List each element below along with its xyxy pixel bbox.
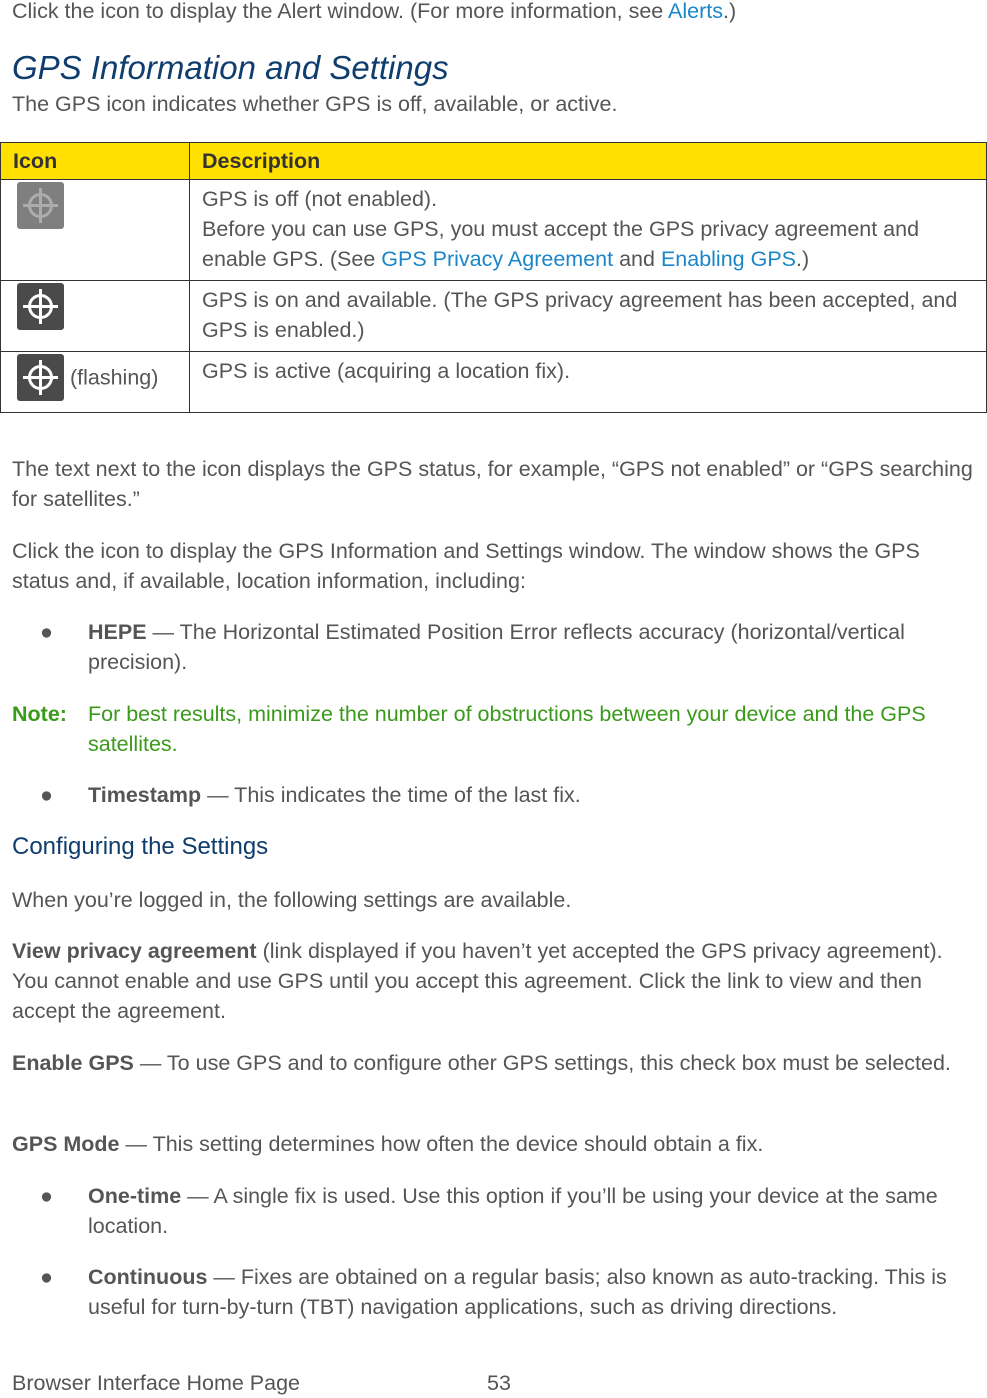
description-cell: GPS is off (not enabled). Before you can use GPS, you must accept the GPS privacy agreement and enable GPS. (See GPS Privacy Agreement and Enabling GPS.) xyxy=(190,180,987,281)
icon-cell xyxy=(1,180,190,281)
gps-active-icon xyxy=(17,354,64,401)
table-header-row xyxy=(1,143,987,180)
table-row xyxy=(1,281,987,352)
alert-instruction: Click the icon to display the Alert window. (For more information, see Alerts.) xyxy=(12,0,737,23)
list-item: ● Continuous — Fixes are obtained on a regular basis; also known as auto-tracking. This is useful for turn-by-turn (TBT) navigation applications, such as driving directions. xyxy=(12,1262,982,1322)
gps-icon-table xyxy=(0,142,987,413)
bullet-dot: ● xyxy=(40,620,53,644)
table-row xyxy=(1,352,987,413)
enabling-gps-link[interactable]: Enabling GPS xyxy=(660,247,796,271)
gps-mode-paragraph: GPS Mode — This setting determines how often the device should obtain a fix. xyxy=(12,1132,764,1156)
list-item: ● HEPE — The Horizontal Estimated Position Error reflects accuracy (horizontal/vertical precision). xyxy=(12,617,982,677)
status-paragraph: The text next to the icon displays the GPS status, for example, “GPS not enabled” or “GPS searching for satellites.” xyxy=(12,457,973,511)
intro-text: The GPS icon indicates whether GPS is off, available, or active. xyxy=(12,92,618,116)
flashing-label: (flashing) xyxy=(69,365,159,390)
description-cell: GPS is on and available. (The GPS privacy agreement has been accepted, and GPS is enabled.) xyxy=(190,281,987,352)
section-title: GPS Information and Settings xyxy=(12,49,449,86)
header-icon: Icon xyxy=(1,143,190,180)
privacy-paragraph: View privacy agreement (link displayed if you haven’t yet accepted the GPS privacy agreement). You cannot enable and use GPS until you accept this agreement. Click the link to view and then accept the agreement. xyxy=(12,939,943,1023)
description-cell: GPS is active (acquiring a location fix). xyxy=(190,352,987,413)
alerts-link[interactable]: Alerts xyxy=(668,0,724,23)
bullet-dot: ● xyxy=(40,1265,53,1289)
page-footer xyxy=(12,1368,982,1398)
note-label: Note: xyxy=(12,702,67,726)
logged-in-paragraph: When you’re logged in, the following settings are available. xyxy=(12,888,572,912)
icon-cell xyxy=(1,281,190,352)
bullet-dot: ● xyxy=(40,1184,53,1208)
enable-gps-paragraph: Enable GPS — To use GPS and to configure other GPS settings, this check box must be selected. xyxy=(12,1051,951,1075)
note-text: For best results, minimize the number of obstructions between your device and the GPS satellites. xyxy=(88,702,926,756)
table-row xyxy=(1,180,987,281)
gps-privacy-agreement-link[interactable]: GPS Privacy Agreement xyxy=(381,247,614,271)
page-number: 53 xyxy=(487,1371,511,1395)
header-description: Description xyxy=(190,143,987,180)
note xyxy=(12,699,982,759)
gps-available-icon xyxy=(17,283,64,330)
icon-cell xyxy=(1,352,190,413)
list-item: ● One-time — A single fix is used. Use this option if you’ll be using your device at the same location. xyxy=(12,1181,982,1241)
list-item: ● Timestamp — This indicates the time of the last fix. xyxy=(12,780,982,810)
footer-title: Browser Interface Home Page xyxy=(12,1371,300,1395)
gps-off-icon xyxy=(17,182,64,229)
subheading: Configuring the Settings xyxy=(12,833,269,860)
window-paragraph: Click the icon to display the GPS Information and Settings window. The window shows the GPS status and, if available, location information, including: xyxy=(12,539,920,593)
bullet-dot: ● xyxy=(40,783,53,807)
